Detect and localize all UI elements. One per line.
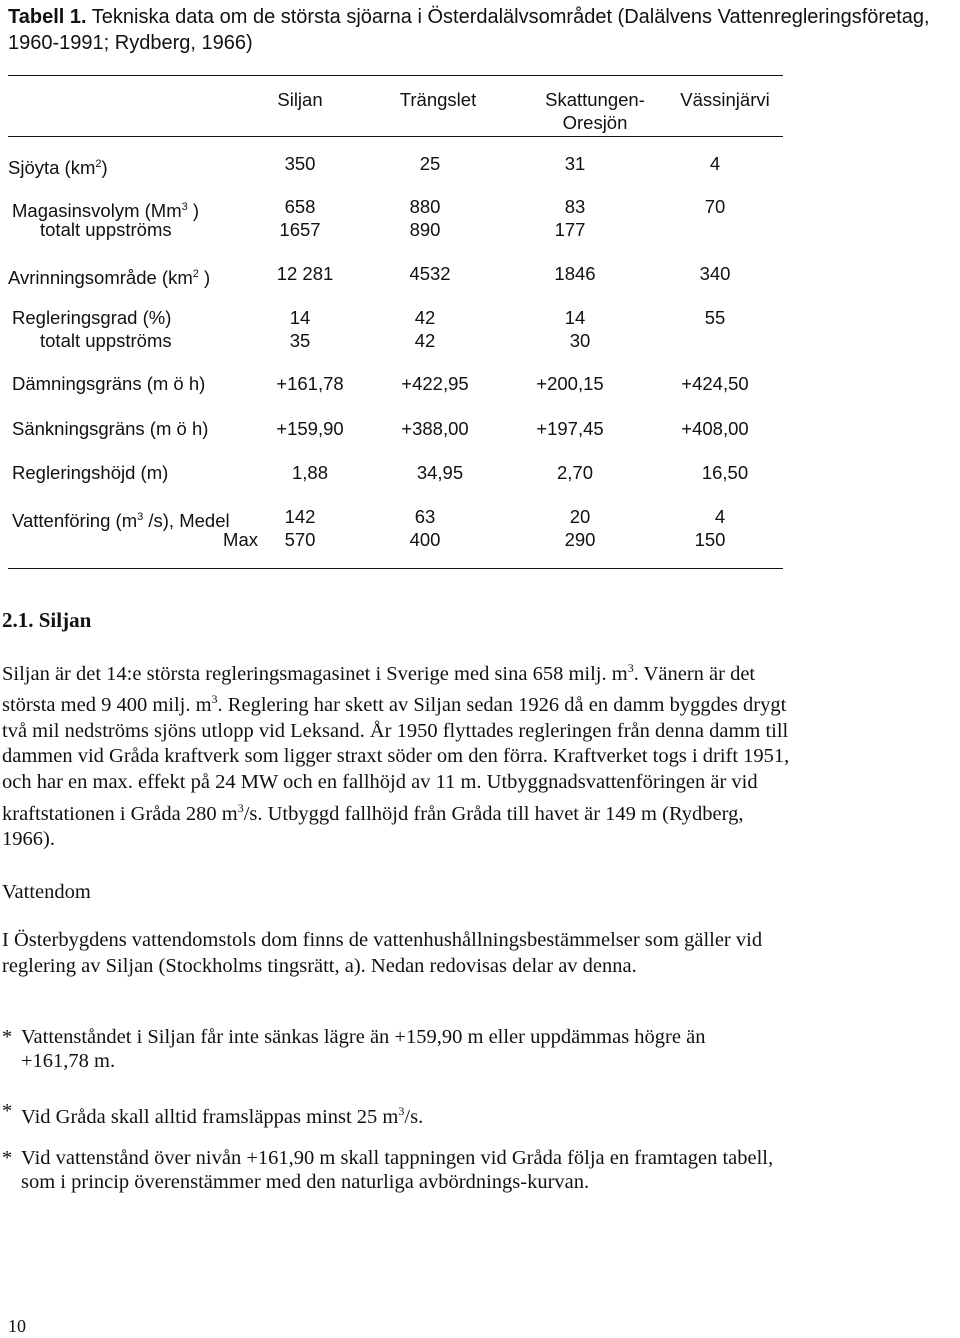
cell-vattenforing-skattungen: 20 [569, 506, 591, 527]
cell-reglering-siljan: 14 [289, 307, 311, 328]
row-label-vattenforing-max: Max [223, 529, 258, 550]
cell-damning-trangslet: +422,95 [401, 373, 469, 394]
row-label-sankningsgrans: Sänkningsgräns (m ö h) [12, 418, 209, 439]
cell-avrinning-vassinjarvi: 340 [699, 263, 731, 284]
table-top-rule [8, 75, 783, 76]
bullet-item-1 [2, 1025, 762, 1073]
cell-max-trangslet: 400 [409, 529, 441, 550]
cell-reglering-upp-skattungen: 30 [569, 330, 591, 351]
row-label-vattenforing: Vattenföring ($m^3$ /s), Medel [12, 510, 230, 532]
row-label-magasin-uppstroms: totalt uppströms [40, 219, 172, 240]
row-label-sjoyta: Sjöyta $(km^2)$ [8, 157, 108, 179]
cell-magasin-upp-siljan: 1657 [279, 219, 321, 240]
table-caption [8, 4, 948, 56]
cell-sankning-vassinjarvi: +408,00 [681, 418, 749, 439]
cell-reglering-vassinjarvi: 55 [704, 307, 726, 328]
table-header-rule [8, 136, 783, 137]
cell-damning-vassinjarvi: +424,50 [681, 373, 749, 394]
cell-vattenforing-vassinjarvi: 4 [714, 506, 726, 527]
cell-hojd-skattungen: 2,70 [556, 462, 593, 483]
column-header-skattungen: Skattungen- [545, 89, 645, 110]
bullet-mark: * [2, 1147, 13, 1169]
bullet-mark: * [2, 1026, 13, 1048]
column-header-trangslet: Trängslet [399, 89, 477, 110]
section-paragraph-2: I Österbygdens vattendomstols dom finns de vattenhushållningsbestämmelser som gäller vid reglering av Siljan (Stockholms tingsrätt, a). Nedan redovisas delar av denna. [2, 929, 763, 977]
bullet-item-3 [2, 1146, 802, 1194]
bullet-text-3: Vid vattenstånd över nivån +161,90 m skall tappningen vid Gråda följa en framtagen tabell, som i princip överenstämmer med den naturliga avbördnings-kurvan. [21, 1147, 774, 1193]
cell-max-skattungen: 290 [564, 529, 596, 550]
cell-magasin-siljan: 658 [284, 196, 316, 217]
column-header-siljan: Siljan [277, 89, 323, 110]
section-paragraph-1: Siljan är det 14:e största regleringsmagasinet i Sverige med sina 658 milj. $m^3$. Vänern är det största med 9 400 milj. $m^3$. Reglering har skett av Siljan sedan 1926 då en damm byggdes drygt två mil nedströms sjöns utlopp vid Leksand. År 1950 flyttades regleringen från denna damm till dammen vid Gråda kraftverk som ligger straxt söder om den förra. Kraftverket togs i drift 1951, och har en max. effekt på 24 MW och en fallhöjd av 11 m. Utbyggnadsvattenföringen är vid kraftstationen i Gråda 280 $m^3/s$. Utbyggd fallhöjd från Gråda till havet är 149 m (Rydberg, 1966). [2, 661, 790, 851]
cell-damning-siljan: +161,78 [276, 373, 344, 394]
cell-sankning-skattungen: +197,45 [536, 418, 604, 439]
cell-sjoyta-trangslet: 25 [419, 153, 441, 174]
cell-hojd-siljan: 1,88 [291, 462, 328, 483]
cell-damning-skattungen: +200,15 [536, 373, 604, 394]
cell-vattenforing-trangslet: 63 [414, 506, 436, 527]
column-header-oresjon: Oresjön [562, 112, 628, 133]
row-label-reglering-uppstroms: totalt uppströms [40, 330, 172, 351]
cell-magasin-upp-skattungen: 177 [554, 219, 586, 240]
cell-reglering-upp-trangslet: 42 [414, 330, 436, 351]
column-header-vassinjarvi: Vässinjärvi [680, 89, 770, 110]
cell-hojd-trangslet: 34,95 [416, 462, 464, 483]
cell-sankning-siljan: +159,90 [276, 418, 344, 439]
section-heading: 2.1. Siljan [2, 608, 92, 632]
bullet-text-2: Vid Gråda skall alltid framsläppas minst 25 $m^3/s$. [21, 1104, 424, 1128]
bullet-text-1: Vattenståndet i Siljan får inte sänkas lägre än +159,90 m eller uppdämmas högre än +161,78 m. [21, 1026, 706, 1072]
row-label-damningsgrans: Dämningsgräns (m ö h) [12, 373, 206, 394]
cell-max-siljan: 570 [284, 529, 316, 550]
cell-sjoyta-vassinjarvi: 4 [709, 153, 721, 174]
cell-vattenforing-siljan: 142 [284, 506, 316, 527]
table-caption-text: Tekniska data om de största sjöarna i Österdalälvsområdet (Dalälvens Vattenregleringsföretag, 1960-1991; Rydberg, 1966) [8, 6, 930, 54]
cell-avrinning-siljan: 12 281 [276, 263, 334, 284]
bullet-item-2 [2, 1099, 802, 1129]
bullet-mark: * [2, 1100, 13, 1122]
cell-sjoyta-siljan: 350 [284, 153, 316, 174]
row-label-regleringsgrad: Regleringsgrad (%) [12, 307, 172, 328]
cell-reglering-skattungen: 14 [564, 307, 586, 328]
cell-magasin-skattungen: 83 [564, 196, 586, 217]
row-label-regleringshojd: Regleringshöjd (m) [12, 462, 169, 483]
cell-avrinning-trangslet: 4532 [409, 263, 451, 284]
cell-magasin-vassinjarvi: 70 [704, 196, 726, 217]
table-caption-label: Tabell 1. [8, 6, 87, 28]
cell-hojd-vassinjarvi: 16,50 [701, 462, 749, 483]
table-bottom-rule [8, 568, 783, 569]
cell-avrinning-skattungen: 1846 [554, 263, 596, 284]
cell-magasin-trangslet: 880 [409, 196, 441, 217]
cell-magasin-upp-trangslet: 890 [409, 219, 441, 240]
cell-reglering-upp-siljan: 35 [289, 330, 311, 351]
cell-sankning-trangslet: +388,00 [401, 418, 469, 439]
row-label-avrinning: Avrinningsområde ($km^2$ ) [8, 267, 211, 289]
page-number: 10 [8, 1316, 26, 1336]
row-label-magasinsvolym: Magasinsvolym (Mm$^3$ ) [12, 200, 200, 222]
subheading-vattendom: Vattendom [2, 881, 91, 903]
cell-max-vassinjarvi: 150 [694, 529, 726, 550]
cell-sjoyta-skattungen: 31 [564, 153, 586, 174]
cell-reglering-trangslet: 42 [414, 307, 436, 328]
